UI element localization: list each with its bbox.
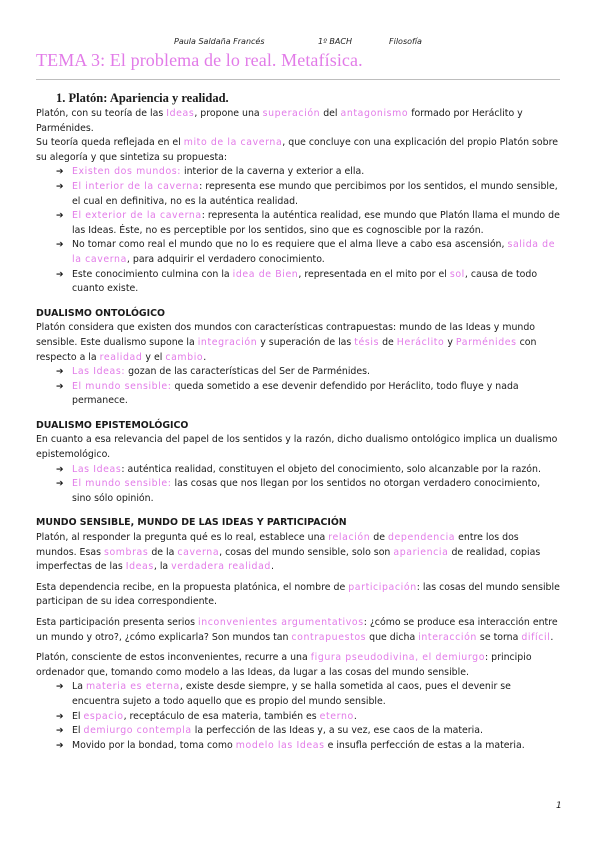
text-run: , que concluye con una explicación del propio Platón sobre su alegoría y que sintetiza su propuesta: bbox=[36, 137, 559, 163]
text-run: de bbox=[379, 336, 397, 348]
text-run: , receptáculo de esa materia, también es bbox=[123, 710, 320, 722]
text-run: de realidad, copias imperfectas de las bbox=[36, 546, 541, 573]
bullet-list bbox=[36, 365, 560, 409]
list-item bbox=[36, 739, 560, 754]
highlighted-term: contrapuestos bbox=[291, 631, 367, 643]
text-run: entre los dos mundos. Esas bbox=[36, 532, 519, 558]
list-item bbox=[36, 463, 560, 478]
highlighted-term: participación bbox=[348, 581, 417, 593]
text-run: del bbox=[320, 108, 341, 119]
bullet-list bbox=[36, 680, 560, 753]
text-run: , representada en el mito por el bbox=[298, 268, 450, 280]
text-run: , causa de todo cuanto existe. bbox=[72, 268, 538, 295]
highlighted-term: dependencia bbox=[388, 532, 456, 544]
section-heading-dualismo-epistemologico: DUALISMO EPISTEMOLÓGICO bbox=[36, 419, 189, 431]
text-run: Movido por la bondad, toma como bbox=[72, 739, 236, 751]
text-run: : auténtica realidad, constituyen el objeto del conocimiento, solo alcanzable por la razón. bbox=[121, 463, 541, 475]
text-run: y bbox=[444, 336, 456, 348]
highlighted-term: modelo las Ideas bbox=[235, 739, 325, 751]
text-run: En cuanto a esa relevancia del papel de los sentidos y la razón, dicho dualismo ontológico implica un dualismo epistemológico. bbox=[36, 434, 558, 461]
highlighted-term: sombras bbox=[103, 546, 149, 558]
list-item bbox=[36, 165, 560, 180]
text-run: con respecto a la bbox=[36, 336, 537, 363]
text-run: , para adquirir el verdadero conocimiento. bbox=[126, 253, 325, 265]
highlighted-term: Ideas bbox=[166, 108, 195, 119]
highlighted-term: El exterior de la caverna bbox=[72, 210, 202, 222]
text-run: , propone una bbox=[194, 108, 263, 119]
text-run: , cosas del mundo sensible, solo son bbox=[219, 546, 394, 558]
list-item bbox=[36, 180, 560, 209]
section-heading-dualismo-ontologico: DUALISMO ONTOLÓGICO bbox=[36, 307, 165, 319]
highlighted-term: Las Ideas bbox=[72, 463, 122, 475]
highlighted-term: inconvenientes argumentativos bbox=[197, 617, 364, 628]
highlighted-term: Las Ideas: bbox=[72, 366, 126, 378]
list-item bbox=[36, 710, 560, 725]
paragraph bbox=[36, 433, 560, 462]
highlighted-term: espacio bbox=[83, 710, 124, 722]
paragraph bbox=[36, 531, 560, 575]
text-run: queda sometido a ese devenir defendido por Heráclito, todo fluye y nada permanece. bbox=[72, 380, 519, 407]
highlighted-term: verdadera realidad bbox=[171, 561, 271, 573]
text-run: y superación de las bbox=[257, 336, 355, 348]
paragraph bbox=[36, 581, 560, 610]
highlighted-term: materia es eterna bbox=[85, 681, 180, 693]
text-run: de bbox=[370, 532, 388, 544]
text-run: e insufla perfección de estas a la materia. bbox=[324, 739, 525, 751]
paragraph bbox=[36, 136, 560, 165]
text-run: : representa la auténtica realidad, ese mundo que Platón llama el mundo de las Ideas. Éste, no es perceptible por los sentidos, sino que es cognoscible por la razón. bbox=[72, 210, 560, 236]
paragraph bbox=[36, 651, 560, 680]
highlighted-term: antagonismo bbox=[340, 108, 409, 119]
list-item bbox=[36, 724, 560, 739]
text-run: se torna bbox=[476, 631, 522, 643]
list-item bbox=[36, 477, 560, 506]
text-run: las cosas que nos llegan por los sentidos no otorgan verdadero conocimiento, sino sólo opinión. bbox=[72, 478, 541, 504]
header-author: Paula Saldaña Francés bbox=[174, 37, 265, 46]
text-run: El bbox=[72, 725, 84, 737]
text-run: : representa ese mundo que percibimos por los sentidos, el mundo sensible, el cual en definitiva, no es la auténtica realidad. bbox=[72, 180, 558, 207]
highlighted-term: apariencia bbox=[393, 546, 449, 558]
title-divider bbox=[36, 79, 560, 80]
highlighted-term: El interior de la caverna bbox=[72, 180, 200, 192]
header-course: 1º BACH bbox=[318, 37, 352, 46]
highlighted-term: eterno bbox=[319, 710, 354, 722]
text-run: Su teoría queda reflejada en el bbox=[36, 137, 184, 149]
text-run: y el bbox=[142, 351, 166, 363]
text-run: La bbox=[72, 681, 86, 693]
text-run: . bbox=[270, 561, 274, 573]
text-run: Este conocimiento culmina con la bbox=[72, 268, 233, 280]
text-run: de la bbox=[148, 546, 178, 558]
text-run: No tomar como real el mundo que no lo es requiere que el alma lleve a cabo esa ascensión, bbox=[72, 239, 508, 251]
highlighted-term: Heráclito bbox=[396, 336, 445, 348]
highlighted-term: Ideas bbox=[125, 561, 154, 573]
highlighted-term: caverna bbox=[177, 546, 220, 558]
bullet-list bbox=[36, 463, 560, 507]
list-item bbox=[36, 238, 560, 267]
highlighted-term: mito de la caverna bbox=[183, 137, 283, 149]
document-title: TEMA 3: El problema de lo real. Metafísica. bbox=[36, 50, 363, 70]
section-heading-platon: 1. Platón: Apariencia y realidad. bbox=[56, 91, 229, 105]
highlighted-term: difícil bbox=[521, 631, 551, 643]
paragraph bbox=[36, 321, 560, 365]
highlighted-term: El mundo sensible: bbox=[72, 380, 172, 392]
paragraph bbox=[36, 616, 560, 645]
page-number: 1 bbox=[556, 801, 562, 811]
list-item bbox=[36, 380, 560, 409]
list-item bbox=[36, 209, 560, 238]
highlighted-term: idea de Bien bbox=[232, 268, 299, 280]
text-run: Platón considera que existen dos mundos con características contrapuestas: mundo de las Ideas y mundo sensible. Este dualismo supone la bbox=[36, 322, 536, 348]
text-run: : las cosas del mundo sensible participan de su idea correspondiente. bbox=[36, 581, 560, 608]
text-run: Esta participación presenta serios bbox=[36, 617, 198, 628]
text-run: , la bbox=[153, 561, 172, 573]
highlighted-term: Parménides bbox=[455, 336, 517, 348]
highlighted-term: El mundo sensible: bbox=[72, 478, 172, 490]
text-run: Esta dependencia recibe, en la propuesta platónica, el nombre de bbox=[36, 581, 349, 593]
section-heading-mundo-sensible: MUNDO SENSIBLE, MUNDO DE LAS IDEAS Y PARTICIPACIÓN bbox=[36, 517, 347, 529]
text-run: que dicha bbox=[366, 631, 419, 643]
highlighted-term: superación bbox=[262, 108, 321, 119]
highlighted-term: demiurgo contempla bbox=[83, 725, 192, 737]
text-run: formado por Heráclito y Parménides. bbox=[36, 108, 523, 134]
text-run: Platón, al responder la pregunta qué es lo real, establece una bbox=[36, 532, 329, 544]
text-run: : ¿cómo se produce esa interacción entre un mundo y otro?, ¿cómo explicarla? Son mundos tan bbox=[36, 617, 558, 643]
highlighted-term: Existen dos mundos: bbox=[72, 166, 182, 178]
document-body bbox=[36, 88, 560, 753]
highlighted-term: tésis bbox=[354, 336, 380, 348]
highlighted-term: sol bbox=[449, 268, 465, 280]
text-run: . bbox=[353, 710, 357, 722]
list-item bbox=[36, 680, 560, 709]
text-run: gozan de las características del Ser de Parménides. bbox=[125, 366, 371, 378]
text-run: Platón, con su teoría de las bbox=[36, 108, 167, 119]
highlighted-term: integración bbox=[197, 336, 258, 348]
text-run: El bbox=[72, 710, 84, 722]
list-item bbox=[36, 365, 560, 380]
list-item bbox=[36, 268, 560, 297]
text-run: : principio ordenador que, tomando como modelo a las Ideas, da lugar a las cosas del mundo sensible. bbox=[36, 652, 532, 678]
paragraph bbox=[36, 107, 560, 136]
text-run: , existe desde siempre, y se halla sometida al caos, pues el devenir se encuentra sujeto a todo aquello que es propio del mundo sensible. bbox=[72, 681, 511, 707]
header-subject: Filosofía bbox=[389, 37, 422, 46]
text-run: . bbox=[550, 631, 554, 643]
highlighted-term: interacción bbox=[418, 631, 477, 643]
highlighted-term: cambio bbox=[165, 351, 204, 363]
highlighted-term: salida de la caverna bbox=[72, 239, 556, 265]
text-run: . bbox=[203, 351, 207, 363]
text-run: interior de la caverna y exterior a ella. bbox=[181, 166, 365, 178]
bullet-list bbox=[36, 165, 560, 296]
highlighted-term: figura pseudodivina, el demiurgo bbox=[310, 652, 486, 664]
highlighted-term: realidad bbox=[99, 351, 143, 363]
text-run: Platón, consciente de estos inconvenientes, recurre a una bbox=[36, 652, 311, 664]
highlighted-term: relación bbox=[328, 532, 371, 544]
text-run: la perfección de las Ideas y, a su vez, ese caos de la materia. bbox=[191, 725, 483, 737]
